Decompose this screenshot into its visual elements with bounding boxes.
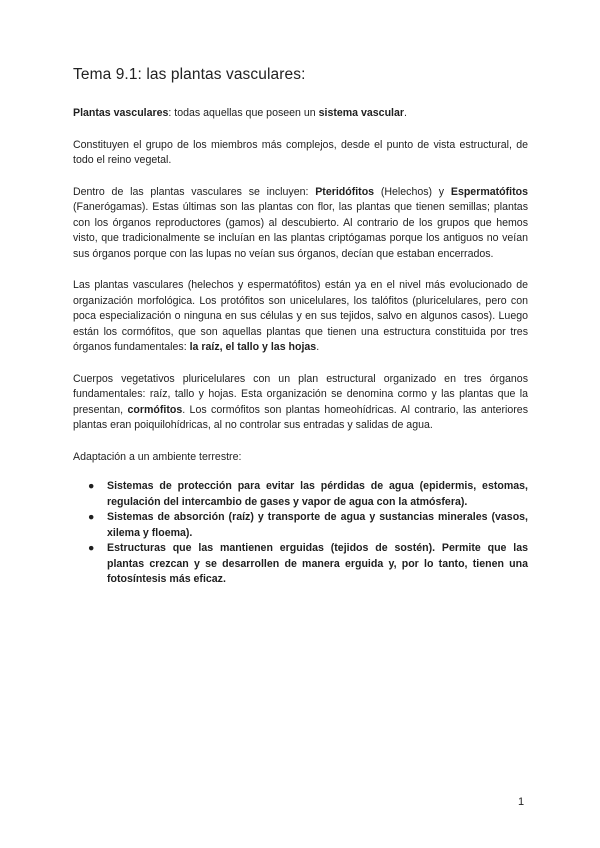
term-raiz-tallo-hojas: la raíz, el tallo y las hojas <box>189 341 317 353</box>
list-item: ● Sistemas de absorción (raíz) y transporte de agua y sustancias minerales (vasos, xilema y floema). <box>88 511 528 539</box>
term-cormofitos: cormófitos <box>127 403 183 416</box>
document-page <box>73 66 528 588</box>
paragraph-cuerpos-vegetativos: Cuerpos vegetativos pluricelulares con un plan estructural organizado en tres órganos fundamentales: raíz, tallo y hojas. Esta organización se denomina cormo y las plantas que la presentan, cormófitos. Los cormófitos son plantas homeohídricas. Al contrario, las anteriores plantas eran poiquilohídricas, al no controlar sus entradas y salidas de agua. <box>73 372 528 431</box>
page-title: Tema 9.1: las plantas vasculares: <box>73 66 306 83</box>
list-item: ● Estructuras que las mantienen erguidas (tejidos de sostén). Permite que las plantas crezcan y se desarrollen de manera erguida y, por lo tanto, tienen una fotosíntesis más eficaz. <box>88 542 528 585</box>
term-espermatofitos: Espermatófitos <box>450 185 528 198</box>
paragraph-grupo: Constituyen el grupo de los miembros más complejos, desde el punto de vista estructural, de todo el reino vegetal. <box>73 138 528 166</box>
bullet-icon: ● <box>88 542 95 554</box>
paragraph-organizacion: Las plantas vasculares (helechos y espermatófitos) están ya en el nivel más evolucionado de organización morfológica. Los protófitos son unicelulares, los talófitos (pluricelulares, pero con poca especialización o ninguna en sus células y en sus tejidos, salvo en algunos casos). Luego están los cormófitos, que son aquellas plantas que tienen una estructura constituida por tres órganos fundamentales: la raíz, el tallo y las hojas. <box>73 279 528 353</box>
bullet-icon: ● <box>88 511 95 523</box>
paragraph-adaptacion: Adaptación a un ambiente terrestre: <box>73 450 242 463</box>
page-number: 1 <box>518 796 525 808</box>
term-plantas-vasculares: Plantas vasculares <box>73 107 169 119</box>
term-sistema-vascular: sistema vascular <box>318 107 405 119</box>
adaptation-list <box>73 479 528 588</box>
paragraph-incluyen: Dentro de las plantas vasculares se incluyen: Pteridófitos (Helechos) y Espermatófitos (Fanerógamas). Estas últimas son las plantas con flor, las plantas que tienen semillas; plantas con los órganos reproductores (gamos) al descubierto. Al contrario de los grupos que hemos visto, que tradicionalmente se incluían en las plantas criptógamas porque los antiguos no veían sus órganos porque con las lupas no veían sus órganos, decían que estaban encerrados. <box>73 185 528 260</box>
list-item: ● Sistemas de protección para evitar las pérdidas de agua (epidermis, estomas, regulación del intercambio de gases y vapor de agua con la atmósfera). <box>88 480 528 508</box>
term-pteridofitos: Pteridófitos <box>315 185 375 198</box>
paragraph-definition: Plantas vasculares: todas aquellas que poseen un sistema vascular. <box>73 107 407 119</box>
bullet-icon: ● <box>88 480 95 492</box>
